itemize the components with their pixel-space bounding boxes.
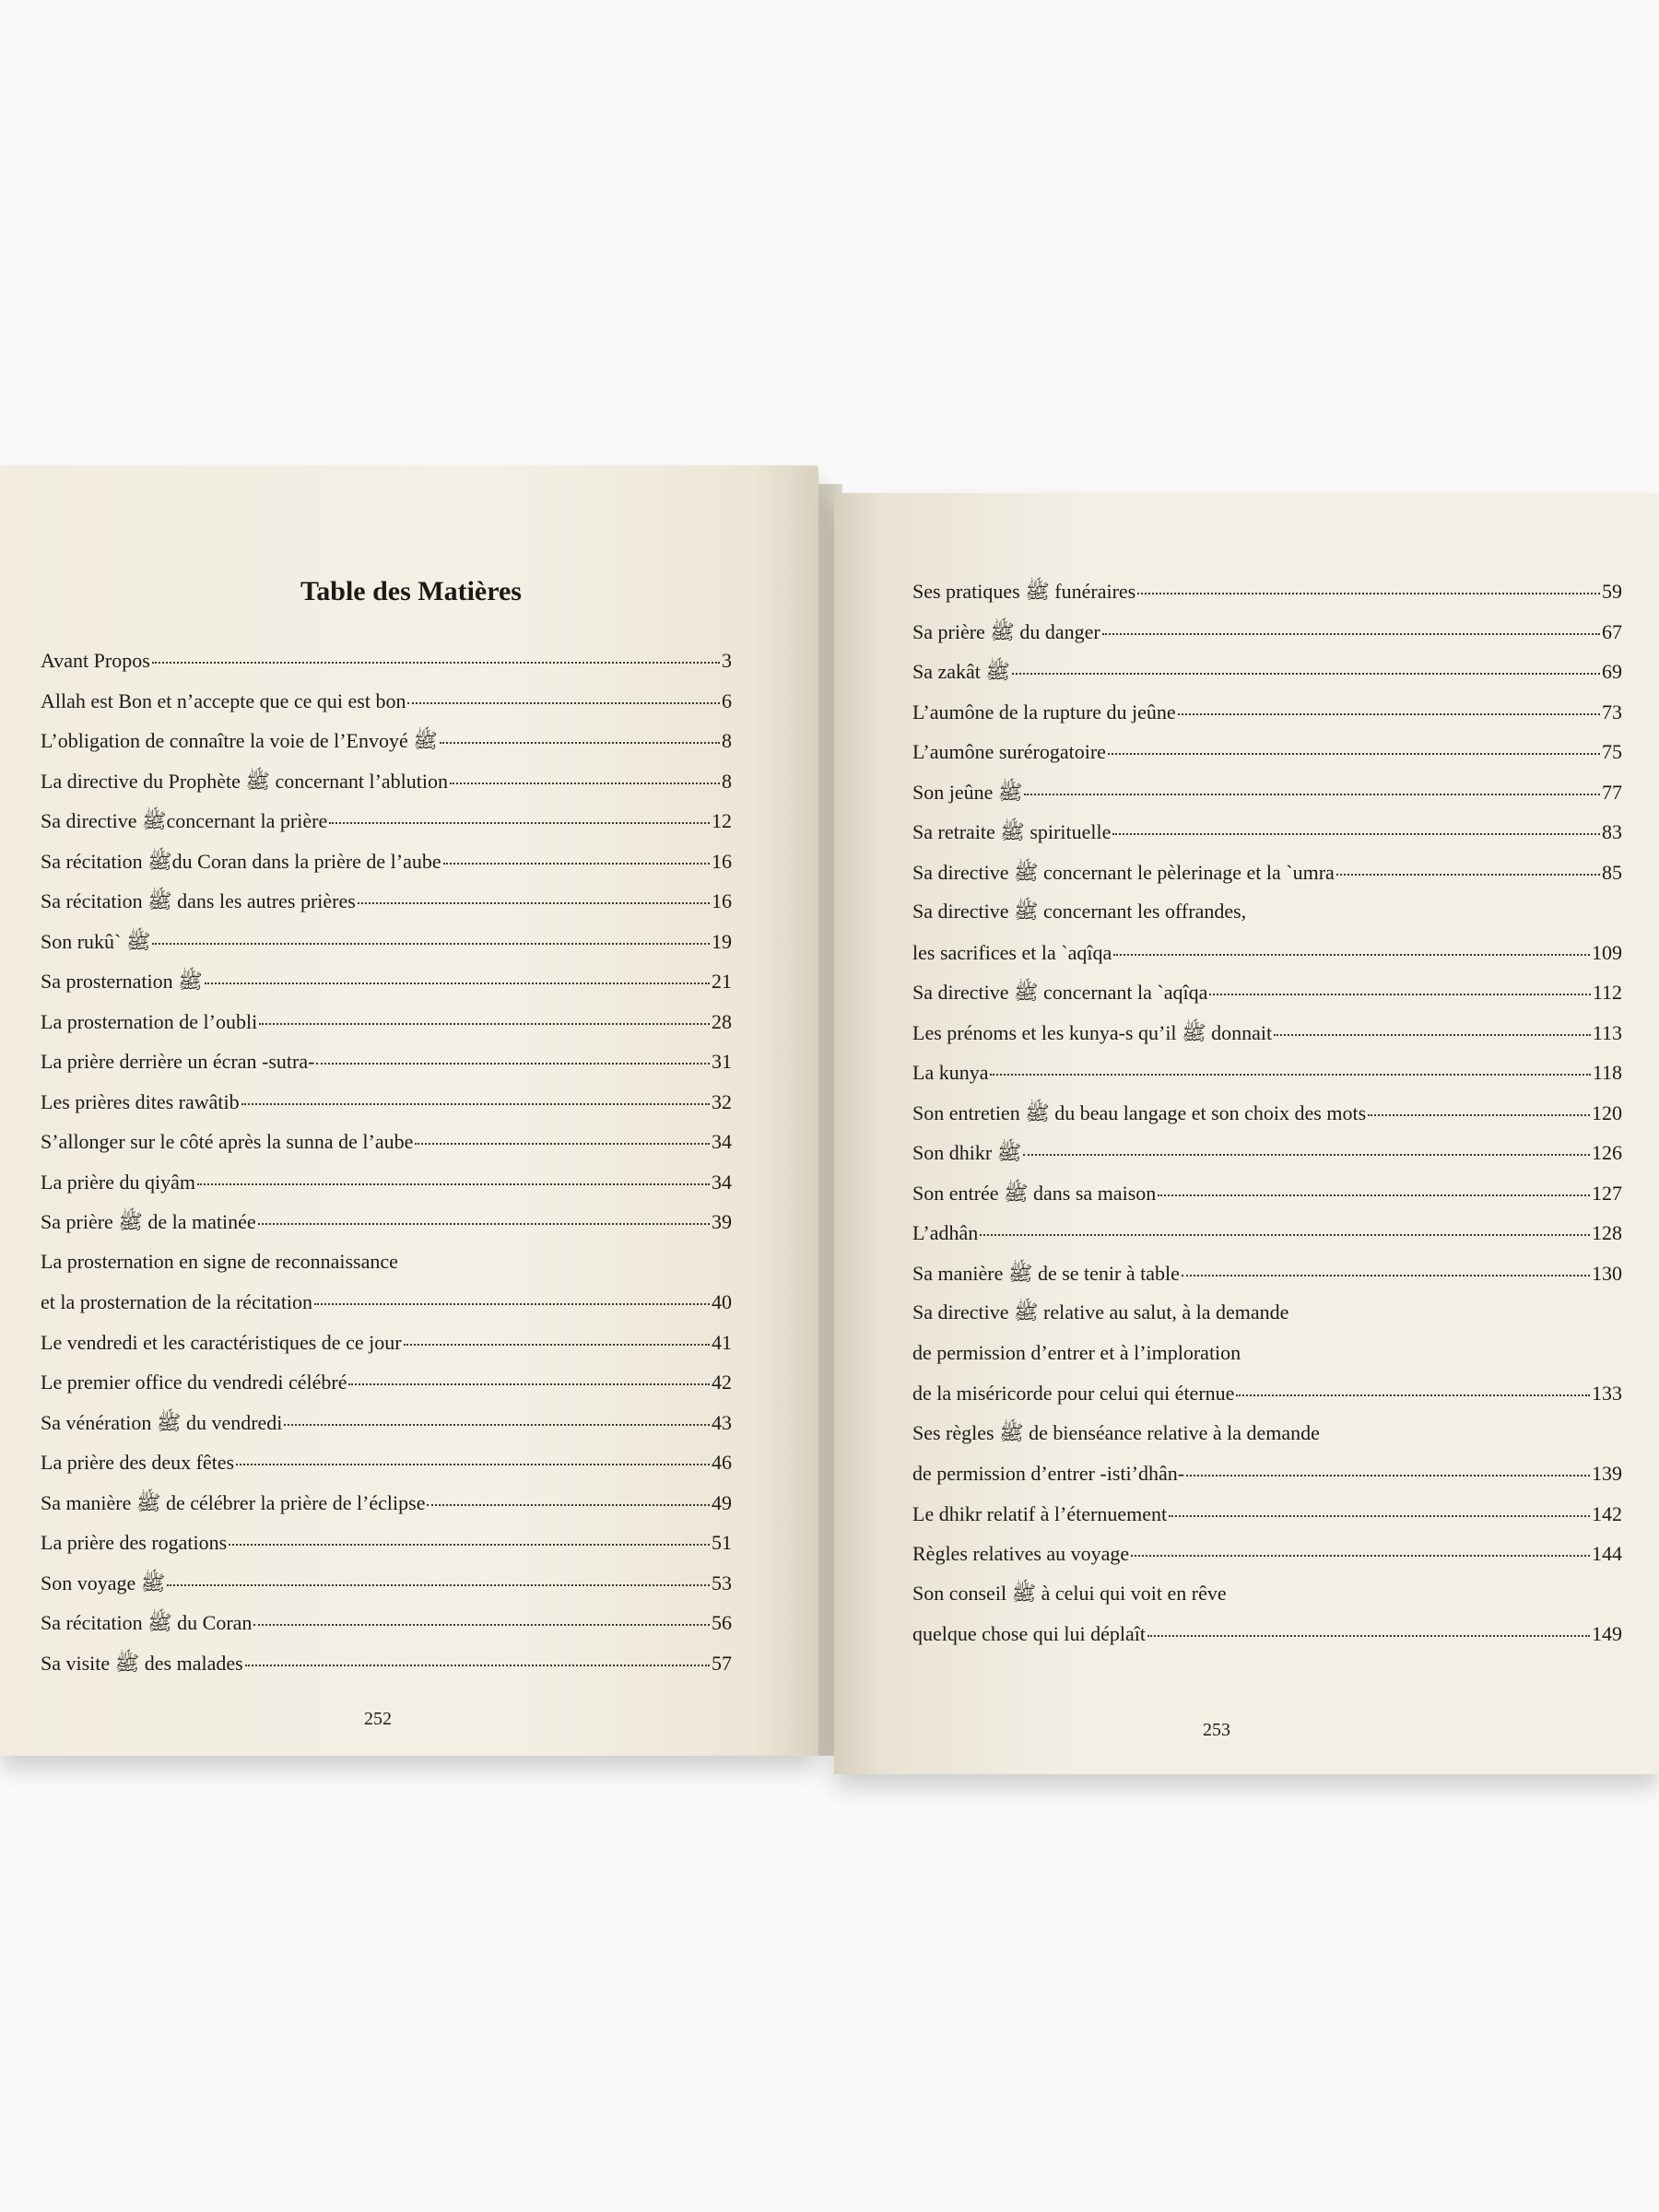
toc-entry-page: 139	[1592, 1462, 1622, 1485]
toc-line	[912, 1618, 1622, 1649]
dot-leader	[427, 1484, 710, 1506]
toc-entry-page: 85	[1602, 860, 1622, 884]
toc-line	[912, 736, 1622, 767]
toc-entry-page: 32	[712, 1089, 732, 1113]
toc-entry	[912, 1418, 1622, 1459]
dot-leader	[1102, 613, 1600, 635]
toc-line	[41, 1126, 732, 1157]
toc-entry-title: Sa visite ﷺ des malades	[41, 1651, 243, 1675]
toc-entry-page: 53	[712, 1571, 732, 1594]
toc-entry-title: de la miséricorde pour celui qui éternue	[912, 1382, 1235, 1405]
toc-entry-page: 56	[712, 1611, 732, 1634]
dot-leader	[1137, 572, 1600, 594]
toc-entry	[912, 1057, 1622, 1098]
right-page	[834, 493, 1659, 1774]
toc-entry-title: Sa retraite ﷺ spirituelle	[912, 820, 1112, 843]
toc-entry-title: de permission d’entrer et à l’imploration	[912, 1340, 1241, 1364]
toc-entry-page: 34	[712, 1170, 732, 1194]
toc-entry	[912, 656, 1622, 697]
toc-entry-title: Son voyage ﷺ	[41, 1571, 166, 1594]
toc-entry-page: 120	[1592, 1100, 1622, 1124]
dot-leader	[443, 842, 710, 865]
toc-entry-page: 49	[712, 1490, 732, 1514]
toc-entry-page: 40	[712, 1290, 732, 1313]
toc-entry	[912, 576, 1622, 617]
toc-entry-title: Le vendredi et les caractéristiques de ce jour	[41, 1330, 402, 1354]
toc-entry-title: La directive du Prophète ﷺ concernant l’ablution	[41, 769, 448, 793]
toc-entry-page: 77	[1602, 780, 1622, 804]
toc-entry	[912, 1378, 1622, 1418]
dot-leader	[1147, 1615, 1590, 1637]
dot-leader	[236, 1443, 710, 1465]
toc-entry-page: 118	[1592, 1061, 1622, 1084]
toc-entry-title: Sa zakât ﷺ	[912, 660, 1010, 683]
toc-entry-title: Les prénoms et les kunya-s qu’il ﷺ donnait	[912, 1020, 1273, 1044]
toc-line	[912, 817, 1622, 847]
toc-entry-page: 109	[1592, 940, 1622, 964]
toc-line	[912, 1258, 1622, 1288]
toc-entry-page: 127	[1592, 1181, 1622, 1205]
toc-entry-page: 41	[712, 1330, 732, 1354]
toc-entry-page: 8	[722, 729, 732, 752]
toc-entry	[41, 1367, 732, 1407]
toc-entry-title: Son entrée ﷺ dans sa maison	[912, 1181, 1157, 1205]
toc-entry	[41, 1087, 732, 1127]
toc-entry	[41, 686, 732, 726]
dot-leader	[404, 1324, 710, 1346]
toc-entry	[912, 1538, 1622, 1579]
toc-entry-page: 34	[712, 1130, 732, 1153]
toc-line	[912, 1458, 1622, 1488]
open-book	[0, 465, 1659, 1783]
toc-entry-title: Sa vénération ﷺ du vendredi	[41, 1410, 283, 1434]
toc-line	[41, 1488, 732, 1518]
toc-entry-page: 43	[712, 1410, 732, 1434]
dot-leader	[258, 1203, 710, 1225]
toc-entry-title: La prière des deux fêtes	[41, 1451, 235, 1474]
toc-entry-title: et la prosternation de la récitation	[41, 1290, 313, 1313]
dot-leader	[1182, 1254, 1590, 1277]
toc-entry	[912, 1579, 1622, 1619]
toc-line	[912, 1178, 1622, 1208]
dot-leader	[1112, 813, 1600, 835]
toc-entry-page: 8	[722, 769, 732, 793]
toc-entry-page: 69	[1602, 660, 1622, 683]
toc-line	[912, 937, 1622, 968]
dot-leader	[241, 1083, 710, 1105]
dot-leader	[245, 1644, 710, 1666]
toc-entry	[41, 1407, 732, 1448]
toc-entry	[912, 1458, 1622, 1499]
toc-entry	[41, 1327, 732, 1368]
toc-entry-page: 16	[712, 889, 732, 912]
dot-leader	[284, 1404, 710, 1426]
toc-entry	[41, 1126, 732, 1167]
toc-line	[41, 1206, 732, 1237]
toc-entry	[912, 1298, 1622, 1338]
toc-entry-page: 16	[712, 849, 732, 873]
toc-line	[41, 926, 732, 957]
dot-leader	[1368, 1094, 1590, 1116]
toc-entry-title: Ses règles ﷺ de bienséance relative à la demande	[912, 1420, 1320, 1444]
toc-entry	[41, 1006, 732, 1047]
toc-entry-title: L’aumône surérogatoire	[912, 740, 1106, 763]
toc-entry-page: 39	[712, 1210, 732, 1233]
toc-entry-page: 83	[1602, 820, 1622, 843]
toc-entry-page: 59	[1602, 580, 1622, 603]
toc-line	[912, 1378, 1622, 1408]
dot-leader	[1012, 653, 1600, 675]
dot-leader	[167, 1564, 710, 1586]
toc-entry-title: Sa directive ﷺ relative au salut, à la demande	[912, 1300, 1289, 1324]
toc-entry-page: 46	[712, 1451, 732, 1474]
toc-entry	[912, 1338, 1622, 1379]
toc-line	[912, 977, 1622, 1007]
toc-line	[912, 697, 1622, 727]
toc-line	[912, 857, 1622, 888]
toc-entry-title: Sa prière ﷺ du danger	[912, 619, 1100, 643]
toc-entry-title: Sa prosternation ﷺ	[41, 970, 203, 993]
toc-line	[41, 1287, 732, 1317]
toc-entry	[912, 897, 1622, 937]
toc-entry	[41, 1206, 732, 1247]
toc-entry	[41, 645, 732, 686]
toc-entry	[41, 1648, 732, 1688]
toc-entry-page: 133	[1592, 1382, 1622, 1405]
toc-entry	[41, 1568, 732, 1608]
toc-entry-title: L’obligation de connaître la voie de l’Envoyé ﷺ	[41, 729, 438, 752]
toc-entry-title: La prosternation en signe de reconnaissance	[41, 1249, 398, 1273]
toc-line	[41, 846, 732, 877]
dot-leader	[1274, 1014, 1591, 1036]
toc-line	[41, 725, 732, 756]
toc-line	[41, 886, 732, 916]
toc-entry	[41, 1447, 732, 1488]
toc-entry-title: Son jeûne ﷺ	[912, 780, 1023, 804]
dot-leader	[1209, 973, 1590, 995]
toc-entry-title: Sa récitation ﷺ dans les autres prières	[41, 889, 356, 912]
toc-line	[41, 806, 732, 836]
toc-entry	[912, 857, 1622, 898]
toc-entry	[41, 1488, 732, 1528]
toc-entry	[41, 1046, 732, 1087]
toc-entry-page: 57	[712, 1651, 732, 1675]
toc-entry	[912, 1137, 1622, 1178]
toc-entry	[912, 977, 1622, 1018]
toc-entry-title: Allah est Bon et n’accepte que ce qui est bon	[41, 688, 406, 712]
toc-entry-page: 3	[722, 649, 732, 672]
toc-entry	[41, 806, 732, 846]
toc-line	[41, 1167, 732, 1197]
toc-entry	[912, 1018, 1622, 1058]
toc-entry-title: L’adhân	[912, 1221, 979, 1244]
toc-entry-title: Le premier office du vendredi célébré	[41, 1371, 347, 1394]
toc-entry-title: Les prières dites rawâtib	[41, 1089, 240, 1113]
toc-line	[912, 1499, 1622, 1529]
toc-entry	[41, 1287, 732, 1327]
toc-entry-title: Règles relatives au voyage	[912, 1542, 1130, 1565]
dot-leader	[329, 802, 710, 824]
toc-entry-page: 130	[1592, 1261, 1622, 1285]
dot-leader	[197, 1163, 710, 1185]
toc-entry-title: La prière derrière un écran -sutra-	[41, 1050, 315, 1073]
toc-line	[41, 1527, 732, 1558]
toc-entry	[912, 937, 1622, 978]
toc-entry-page: 28	[712, 1009, 732, 1033]
dot-leader	[316, 1042, 710, 1065]
toc-entry-title: Le dhikr relatif à l’éternuement	[912, 1501, 1168, 1525]
toc-entry-title: Sa directive ﷺconcernant la prière	[41, 809, 328, 832]
toc-entry-page: 6	[722, 688, 732, 712]
dot-leader	[440, 722, 720, 744]
toc-entry-title: de permission d’entrer -isti’dhân-	[912, 1462, 1185, 1485]
toc-line	[912, 1538, 1622, 1569]
toc-entry	[912, 1258, 1622, 1299]
toc-entry	[41, 1247, 732, 1288]
toc-line	[912, 1018, 1622, 1048]
dot-leader	[415, 1123, 710, 1145]
toc-line	[912, 1137, 1622, 1168]
toc-line	[41, 766, 732, 796]
toc-entry-page: 113	[1592, 1020, 1622, 1044]
page-number-right: 253	[1203, 1720, 1230, 1740]
toc-entry-title: Sa manière ﷺ de célébrer la prière de l’éclipse	[41, 1490, 426, 1514]
page-number-left: 252	[364, 1709, 392, 1729]
toc-line	[41, 1006, 732, 1037]
toc-entry-page: 67	[1602, 619, 1622, 643]
toc-entry-title: La prière du qiyâm	[41, 1170, 195, 1194]
toc-entry	[912, 817, 1622, 857]
toc-entry-page: 73	[1602, 700, 1622, 724]
dot-leader	[1169, 1495, 1590, 1517]
toc-entry-title: Son rukû` ﷺ	[41, 929, 151, 953]
toc-entry-page: 75	[1602, 740, 1622, 763]
toc-entry	[41, 926, 732, 967]
dot-leader	[450, 762, 720, 784]
dot-leader	[1186, 1454, 1590, 1477]
dot-leader	[1108, 733, 1600, 755]
toc-entry-title: La prière des rogations	[41, 1531, 228, 1554]
dot-leader	[407, 682, 720, 704]
toc-line	[41, 1327, 732, 1358]
toc-line	[912, 1218, 1622, 1248]
toc-line	[41, 1568, 732, 1598]
toc-entry	[912, 1178, 1622, 1218]
toc-line	[912, 1098, 1622, 1128]
toc-entry	[912, 1098, 1622, 1138]
toc-line	[41, 645, 732, 676]
toc-heading: Table des Matières	[300, 576, 522, 606]
toc-entry-title: quelque chose qui lui déplaît	[912, 1622, 1146, 1645]
toc-line	[41, 966, 732, 996]
toc-entry-page: 42	[712, 1371, 732, 1394]
toc-entry-title: Sa récitation ﷺ du Coran	[41, 1611, 253, 1634]
toc-entry-page: 149	[1592, 1622, 1622, 1645]
dot-leader	[1131, 1535, 1590, 1557]
toc-line	[41, 686, 732, 716]
toc-line	[912, 656, 1622, 687]
toc-line	[912, 1057, 1622, 1088]
dot-leader	[358, 882, 710, 904]
toc-entry-page: 144	[1592, 1542, 1622, 1565]
toc-entry	[41, 766, 732, 806]
dot-leader	[152, 641, 720, 664]
toc-entry-title: Son conseil ﷺ à celui qui voit en rêve	[912, 1581, 1227, 1605]
toc-line	[41, 1087, 732, 1117]
toc-entry-page: 128	[1592, 1221, 1622, 1244]
toc-entry-page: 112	[1592, 981, 1622, 1004]
toc-entry	[912, 697, 1622, 737]
dot-leader	[229, 1524, 710, 1546]
toc-entry-title: Sa directive ﷺ concernant les offrandes,	[912, 900, 1247, 923]
dot-leader	[348, 1363, 710, 1385]
toc-entry-page: 21	[712, 970, 732, 993]
toc-entry-title: Sa prière ﷺ de la matinée	[41, 1210, 256, 1233]
dot-leader	[1336, 853, 1600, 876]
toc-entry	[41, 725, 732, 766]
toc-entry-title: S’allonger sur le côté après la sunna de l’aube	[41, 1130, 414, 1153]
dot-leader	[253, 1604, 710, 1626]
toc-line	[912, 617, 1622, 647]
toc-entry	[41, 966, 732, 1006]
toc-entry-page: 126	[1592, 1141, 1622, 1164]
toc-line	[41, 1046, 732, 1077]
toc-entry	[41, 1607, 732, 1648]
toc-line	[41, 1607, 732, 1638]
dot-leader	[1178, 693, 1600, 715]
toc-line	[41, 1407, 732, 1438]
dot-leader	[1158, 1174, 1590, 1196]
toc-entry	[41, 1527, 732, 1568]
toc-entry	[912, 736, 1622, 777]
dot-leader	[1236, 1374, 1590, 1396]
toc-entry-page: 51	[712, 1531, 732, 1554]
toc-entry-title: Sa directive ﷺ concernant le pèlerinage et la `umra	[912, 860, 1335, 884]
toc-entry-title: La kunya	[912, 1061, 989, 1084]
dot-leader	[1024, 773, 1600, 795]
toc-line	[41, 1648, 732, 1678]
toc-entry	[41, 846, 732, 887]
dot-leader	[314, 1283, 710, 1305]
toc-entry-page: 19	[712, 929, 732, 953]
toc-list-right	[912, 576, 1622, 1659]
toc-entry	[912, 777, 1622, 818]
toc-line	[912, 576, 1622, 606]
toc-entry	[41, 1167, 732, 1207]
toc-line	[41, 1367, 732, 1397]
dot-leader	[259, 1003, 710, 1025]
dot-leader	[990, 1053, 1590, 1076]
toc-list-left	[41, 645, 732, 1688]
toc-entry-title: Son entretien ﷺ du beau langage et son choix des mots	[912, 1100, 1367, 1124]
toc-entry-page: 142	[1592, 1501, 1622, 1525]
toc-entry-title: les sacrifices et la `aqîqa	[912, 940, 1112, 964]
toc-line	[912, 777, 1622, 807]
toc-entry	[41, 886, 732, 926]
dot-leader	[152, 923, 710, 945]
toc-entry	[912, 617, 1622, 657]
toc-entry-title: Sa manière ﷺ de se tenir à table	[912, 1261, 1180, 1285]
toc-entry-title: L’aumône de la rupture du jeûne	[912, 700, 1176, 724]
toc-line	[41, 1447, 732, 1477]
dot-leader	[1113, 934, 1590, 956]
toc-entry	[912, 1618, 1622, 1659]
toc-entry-title: Sa récitation ﷺdu Coran dans la prière de l’aube	[41, 849, 441, 873]
toc-entry	[912, 1499, 1622, 1539]
toc-entry-page: 12	[712, 809, 732, 832]
toc-entry-title: Son dhikr ﷺ	[912, 1141, 1022, 1164]
toc-entry-title: La prosternation de l’oubli	[41, 1009, 258, 1033]
dot-leader	[1023, 1134, 1590, 1156]
toc-entry-title: Sa directive ﷺ concernant la `aqîqa	[912, 981, 1208, 1004]
toc-entry-title: Ses pratiques ﷺ funéraires	[912, 580, 1136, 603]
left-page	[0, 465, 818, 1756]
dot-leader	[980, 1214, 1590, 1236]
toc-entry	[912, 1218, 1622, 1258]
toc-entry-title: Avant Propos	[41, 649, 150, 672]
dot-leader	[205, 962, 710, 984]
toc-entry-page: 31	[712, 1050, 732, 1073]
